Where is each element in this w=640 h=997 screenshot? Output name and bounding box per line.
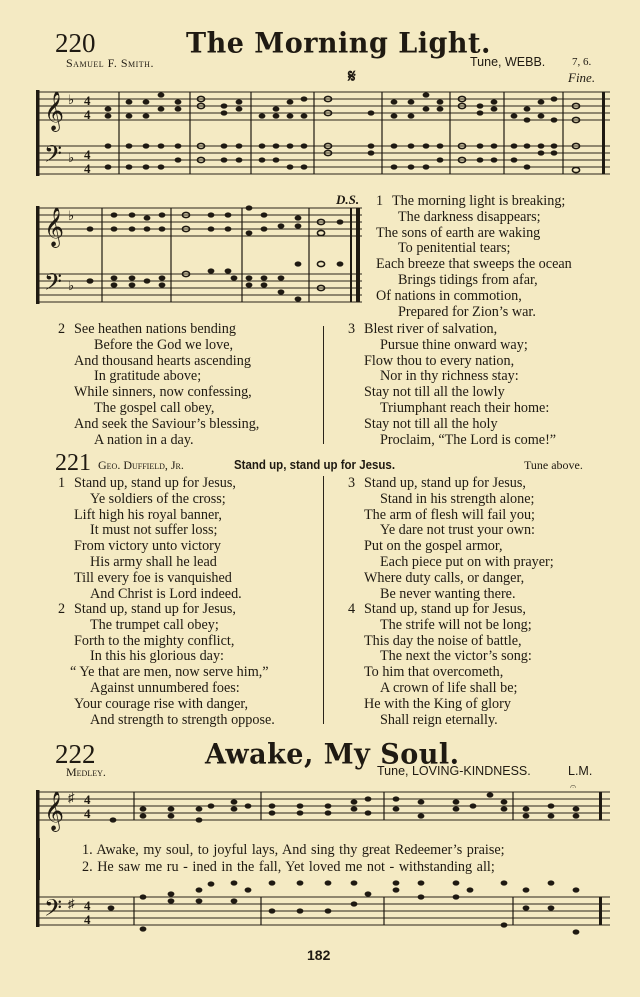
system-brace [36, 838, 40, 880]
verse-line: “ Ye that are men, now serve him,” [70, 664, 269, 681]
verse-line: And strength to strength oppose. [90, 711, 275, 728]
hymn-221-verse-2 [58, 602, 275, 728]
verse-line: The gospel call obey, [94, 399, 215, 416]
hymn-222-tune: Tune, LOVING-KINDNESS. [377, 764, 531, 778]
verse-line: Each piece put on with prayer; [380, 553, 554, 570]
hymn-220-verse-1 [376, 194, 572, 320]
verse-number: 2 [58, 321, 66, 337]
verse-line: It must not suffer loss; [90, 522, 218, 539]
svg-text:♯: ♯ [68, 896, 75, 911]
verse-line: Shall reign eternally. [380, 711, 498, 728]
hymn-222-meter: L.M. [568, 764, 593, 778]
verse-line: Pursue thine onward way; [380, 336, 528, 353]
verse-number: 2 [58, 601, 66, 617]
verse-line: Put on the gospel armor, [364, 538, 503, 555]
hymn-222-bass-staff [36, 878, 610, 944]
verse-line: Triumphant reach their home: [380, 399, 550, 416]
svg-text:4: 4 [84, 806, 91, 821]
svg-text:𝄢: 𝄢 [44, 140, 63, 173]
verse-line: The trumpet call obey; [90, 616, 219, 633]
hymn-220-tune: Tune, WEBB. [470, 55, 546, 69]
verse-number: 3 [348, 321, 356, 337]
verse-line: Stand up, stand up for Jesus, [364, 601, 526, 617]
svg-text:4: 4 [84, 161, 91, 176]
hymn-222-lyric-line-1: 1. Awake, my soul, to joyful lays, And sing thy great Redeemer’s praise; [82, 842, 505, 858]
verse-line: Stay not till all the lowly [364, 384, 505, 401]
hymn-220-system-2 [36, 196, 362, 318]
hymn-221-title: Stand up, stand up for Jesus. [234, 458, 396, 472]
verse-line: A nation in a day. [94, 431, 194, 448]
svg-text:𝄞: 𝄞 [44, 207, 65, 247]
verse-line: His army shall he lead [90, 553, 217, 570]
verse-line: Stand up, stand up for Jesus, [74, 601, 236, 617]
verse-line: Prepared for Zion’s war. [398, 303, 536, 320]
verse-line: Till every foe is vanquished [74, 569, 232, 586]
verse-line: Be never wanting there. [380, 585, 516, 602]
verse-line: The strife will not be long; [380, 616, 532, 633]
hymn-220-meter: 7, 6. [572, 56, 592, 68]
hymn-221-number: 221 [55, 450, 91, 476]
hymn-220-number: 220 [55, 28, 96, 58]
verse-line: Ye soldiers of the cross; [90, 490, 226, 507]
svg-text:𝄢: 𝄢 [44, 894, 63, 927]
verse-line: Before the God we love, [94, 336, 234, 353]
hymn-220-verse-2 [58, 322, 259, 448]
verse-number: 3 [348, 475, 356, 491]
verse-line: And seek the Saviour’s blessing, [74, 415, 260, 432]
svg-text:4: 4 [84, 107, 91, 122]
verse-line: To him that overcometh, [364, 664, 504, 681]
verse-line: While sinners, now confessing, [74, 384, 252, 401]
svg-text:4: 4 [84, 147, 91, 162]
verse-line: Where duty calls, or danger, [364, 569, 525, 586]
verse-line: Each breeze that sweeps the ocean [376, 256, 572, 273]
svg-text:𝄞: 𝄞 [44, 91, 65, 131]
verse-line: The arm of flesh will fail you; [364, 506, 535, 523]
page-number: 182 [307, 947, 331, 963]
verse-line: Brings tidings from afar, [398, 271, 538, 288]
hymn-221-verse-1 [58, 476, 242, 602]
verse-line: The next the victor’s song: [380, 648, 532, 665]
hymn-221-verse-3 [348, 476, 554, 602]
hymn-220-author: Samuel F. Smith. [66, 56, 154, 70]
ds-marking: D.S. [336, 192, 360, 207]
verse-line: And thousand hearts ascending [74, 352, 251, 369]
column-divider [323, 476, 324, 724]
verse-line: To penitential tears; [398, 240, 511, 257]
hymn-220-system-1 [36, 84, 610, 188]
svg-text:𝄞: 𝄞 [44, 791, 65, 831]
hymn-220-verse-3 [348, 322, 556, 448]
verse-number: 1 [58, 475, 66, 491]
svg-text:4: 4 [84, 792, 91, 807]
verse-line: See heathen nations bending [74, 321, 236, 337]
hymn-221-verse-4 [348, 602, 532, 728]
svg-text:♭: ♭ [68, 92, 75, 107]
verse-line: The darkness disappears; [398, 208, 541, 225]
hymn-221-author: Geo. Duffield, Jr. [98, 458, 184, 472]
verse-line: And Christ is Lord indeed. [90, 585, 242, 602]
svg-text:4: 4 [84, 898, 91, 913]
verse-line: Blest river of salvation, [364, 321, 498, 337]
hymn-222-lyric-line-2: 2. He saw me ru - ined in the fall, Yet loved me not - withstanding all; [82, 859, 495, 875]
verse-line: Stand up, stand up for Jesus, [74, 475, 236, 491]
segno-icon: 𝄋 [348, 66, 356, 86]
verse-line: In this his glorious day: [90, 648, 224, 665]
svg-text:♭: ♭ [68, 150, 75, 165]
verse-line: Ye dare not trust your own: [380, 522, 536, 539]
verse-line: Your courage rise with danger, [74, 695, 249, 712]
verse-line: Lift high his royal banner, [74, 506, 222, 523]
svg-text:♭: ♭ [68, 278, 75, 293]
hymn-221-tune: Tune above. [524, 458, 583, 472]
svg-text:4: 4 [84, 912, 91, 927]
verse-line: The sons of earth are waking [376, 224, 541, 241]
verse-line: Against unnumbered foes: [90, 679, 240, 696]
verse-line: Forth to the mighty conflict, [74, 632, 235, 649]
verse-line: Stand up, stand up for Jesus, [364, 475, 526, 491]
verse-line: Stay not till all the holy [364, 415, 498, 432]
verse-line: Flow thou to every nation, [364, 352, 515, 369]
hymn-222-title: Awake, My Soul. [205, 738, 460, 771]
verse-line: He with the King of glory [364, 695, 511, 712]
hymn-220-title: The Morning Light. [186, 27, 491, 60]
verse-line: From victory unto victory [74, 538, 221, 555]
verse-line: This day the noise of battle, [364, 632, 522, 649]
column-divider [323, 326, 324, 444]
verse-number: 1 [376, 193, 384, 209]
verse-line: Stand in his strength alone; [380, 490, 535, 507]
svg-text:𝄢: 𝄢 [44, 268, 63, 301]
hymn-222-number: 222 [55, 739, 96, 769]
verse-line: The morning light is breaking; [392, 193, 566, 209]
hymn-222-treble-staff [36, 782, 610, 838]
svg-text:4: 4 [84, 93, 91, 108]
hymn-222-author: Medley. [66, 765, 106, 779]
fine-marking: Fine. [568, 70, 596, 85]
svg-text:𝄐: 𝄐 [570, 782, 577, 793]
verse-line: A crown of life shall be; [380, 679, 518, 696]
verse-number: 4 [348, 601, 356, 617]
svg-text:♯: ♯ [68, 790, 75, 805]
verse-line: Of nations in commotion, [376, 287, 522, 304]
verse-line: Nor in thy richness stay: [380, 368, 519, 385]
verse-line: In gratitude above; [94, 368, 202, 385]
verse-line: Proclaim, “The Lord is come!” [380, 431, 557, 448]
svg-text:♭: ♭ [68, 208, 75, 223]
